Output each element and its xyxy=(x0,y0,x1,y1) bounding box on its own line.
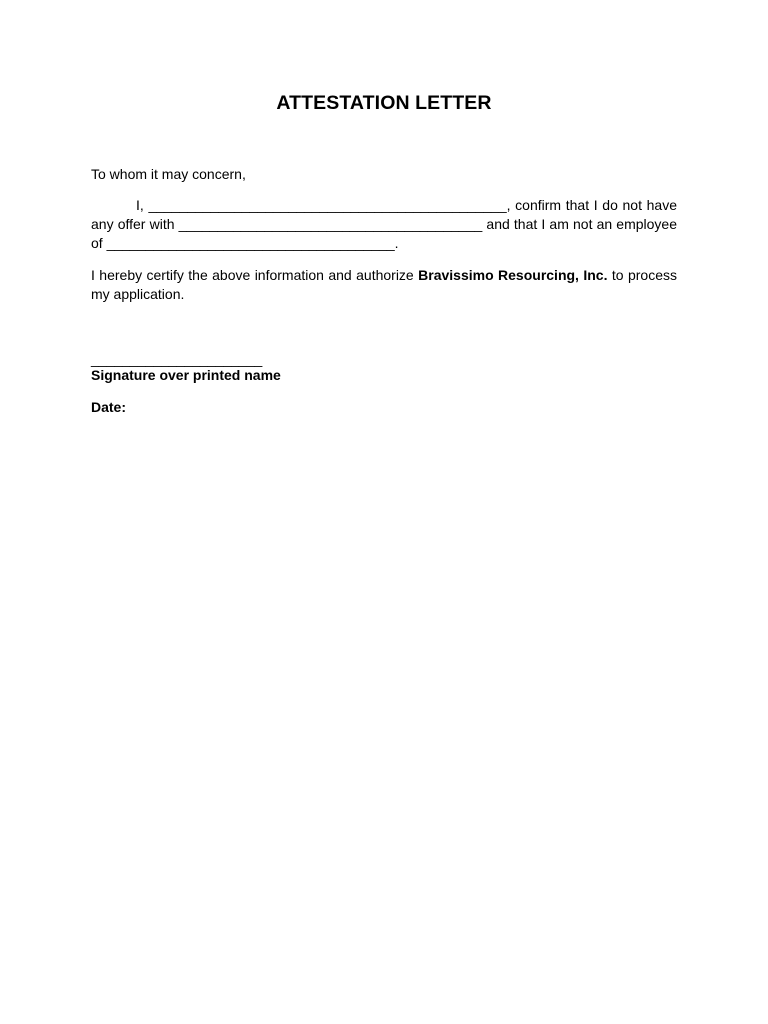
paragraph-prefix: I, xyxy=(136,197,149,213)
signature-label: Signature over printed name xyxy=(91,367,281,383)
date-label: Date: xyxy=(91,399,127,415)
paragraph-text-a: , confirm that I do not have any offer with xyxy=(91,197,678,232)
attestation-paragraph xyxy=(91,196,677,253)
offer-blank: _______________________________________ xyxy=(178,216,483,232)
paragraph-end: . xyxy=(394,235,399,251)
name-blank: ______________________________________________ xyxy=(148,197,507,213)
company-name: Bravissimo Resourcing, Inc. xyxy=(418,267,608,283)
signature-line: ______________________ xyxy=(91,351,263,367)
certification-text-b: to process my application. xyxy=(91,267,677,302)
certification-text-a: I hereby certify the above information and authorize xyxy=(91,267,419,283)
salutation: To whom it may concern, xyxy=(91,166,246,182)
letter-title: ATTESTATION LETTER xyxy=(276,92,492,114)
certification-paragraph xyxy=(91,266,677,304)
employer-blank: _____________________________________ xyxy=(106,235,395,251)
paragraph-text-b: and that I am not an employee of xyxy=(91,216,677,251)
